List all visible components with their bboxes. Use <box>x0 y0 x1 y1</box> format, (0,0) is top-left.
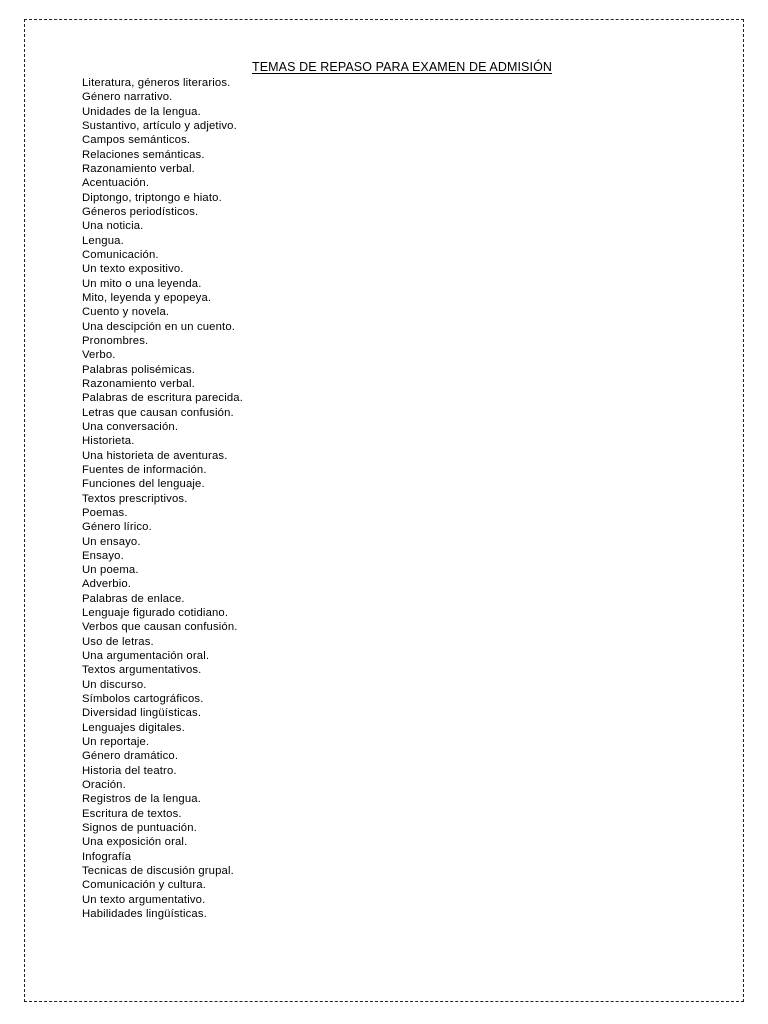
topic-item: Un texto argumentativo. <box>82 893 206 906</box>
topic-item: Diptongo, triptongo e hiato. <box>82 191 222 204</box>
topic-item: Género dramático. <box>82 750 179 763</box>
topic-item: Comunicación. <box>82 248 159 261</box>
topic-item: Textos prescriptivos. <box>82 492 188 505</box>
topic-item: Unidades de la lengua. <box>82 105 201 118</box>
topic-item: Habilidades lingüísticas. <box>82 908 207 921</box>
topic-item: Lengua. <box>82 234 124 247</box>
topic-item: Ensayo. <box>82 549 124 562</box>
topic-item: Fuentes de información. <box>82 463 207 476</box>
topic-item: Un mito o una leyenda. <box>82 277 202 290</box>
topic-item: Historia del teatro. <box>82 764 177 777</box>
topic-item: Género narrativo. <box>82 91 173 104</box>
topic-item: Escritura de textos. <box>82 807 182 820</box>
topic-item: Cuento y novela. <box>82 306 170 319</box>
topic-item: Comunicación y cultura. <box>82 879 207 892</box>
topic-item: Palabras polisémicas. <box>82 363 196 376</box>
topic-item: Un texto expositivo. <box>82 263 184 276</box>
topic-list <box>82 76 243 921</box>
topic-item: Campos semánticos. <box>82 134 191 147</box>
topic-item: Sustantivo, artículo y adjetivo. <box>82 119 237 132</box>
topic-item: Género lírico. <box>82 521 152 534</box>
topic-item: Una conversación. <box>82 420 179 433</box>
topic-item: Infografía <box>82 850 132 863</box>
topic-item: Un ensayo. <box>82 535 141 548</box>
topic-item: Palabras de escritura parecida. <box>82 392 244 405</box>
topic-item: Oración. <box>82 779 126 792</box>
topic-item: Una descipción en un cuento. <box>82 320 236 333</box>
topic-item: Relaciones semánticas. <box>82 148 205 161</box>
topic-item: Un poema. <box>82 564 139 577</box>
document-title: TEMAS DE REPASO PARA EXAMEN DE ADMISIÓN <box>251 60 553 74</box>
topic-item: Funciones del lenguaje. <box>82 478 205 491</box>
topic-item: Un reportaje. <box>82 736 150 749</box>
topic-item: Acentuación. <box>82 177 150 190</box>
topic-item: Símbolos cartográficos. <box>82 693 204 706</box>
topic-item: Razonamiento verbal. <box>82 377 195 390</box>
topic-item: Poemas. <box>82 506 128 519</box>
topic-item: Signos de puntuación. <box>82 822 197 835</box>
topic-item: Un discurso. <box>82 678 147 691</box>
topic-item: Lenguaje figurado cotidiano. <box>82 607 229 620</box>
topic-item: Una historieta de aventuras. <box>82 449 228 462</box>
topic-item: Una exposición oral. <box>82 836 188 849</box>
topic-item: Literatura, géneros literarios. <box>82 77 231 89</box>
topic-item: Una argumentación oral. <box>82 650 210 663</box>
topic-item: Verbos que causan confusión. <box>82 621 238 634</box>
topic-item: Uso de letras. <box>82 635 154 648</box>
topic-item: Letras que causan confusión. <box>82 406 234 419</box>
topic-item: Lenguajes digitales. <box>82 721 185 734</box>
topic-item: Pronombres. <box>82 334 149 347</box>
topic-item: Mito, leyenda y epopeya. <box>82 291 212 304</box>
topic-item: Registros de la lengua. <box>82 793 202 806</box>
topic-item: Tecnicas de discusión grupal. <box>82 865 234 878</box>
topic-item: Diversidad lingüísticas. <box>82 707 202 720</box>
topic-item: Historieta. <box>82 435 135 448</box>
topic-item: Adverbio. <box>82 578 132 591</box>
topic-item: Razonamiento verbal. <box>82 162 195 175</box>
topic-item: Una noticia. <box>82 220 144 233</box>
topic-item: Verbo. <box>82 349 116 362</box>
topic-item: Palabras de enlace. <box>82 592 185 605</box>
topic-item: Textos argumentativos. <box>82 664 202 677</box>
topic-item: Géneros periodísticos. <box>82 205 199 218</box>
